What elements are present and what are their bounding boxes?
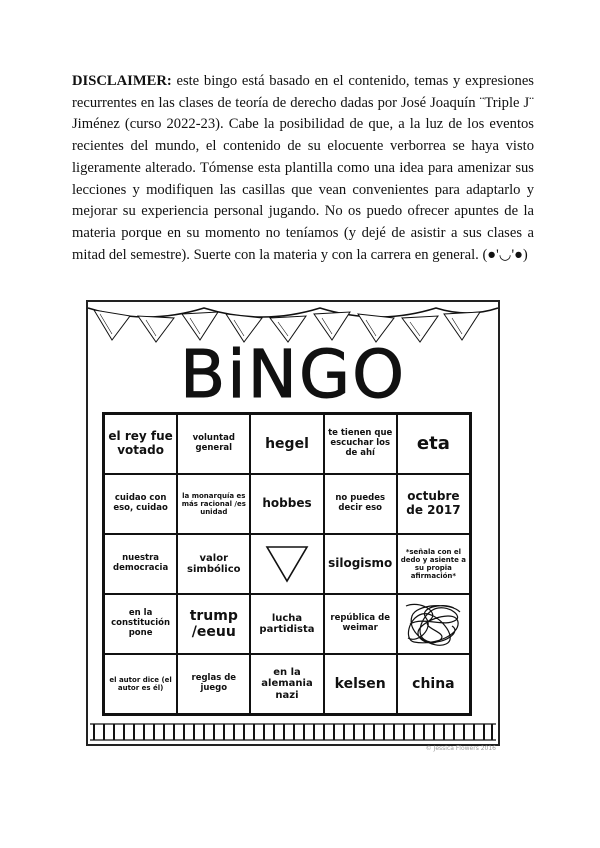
bingo-cell: no puedes decir eso <box>324 474 397 534</box>
scribble-image <box>400 598 466 650</box>
disclaimer-paragraph <box>72 71 534 266</box>
bingo-cell: eta <box>397 414 470 474</box>
bingo-cell: la monarquía es más racional /es unidad <box>177 474 250 534</box>
bingo-cell: hegel <box>250 414 323 474</box>
bingo-card <box>86 300 500 752</box>
bingo-cell: el rey fue votado <box>104 414 177 474</box>
bingo-cell: cuidao con eso, cuidao <box>104 474 177 534</box>
bingo-cell: china <box>397 654 470 714</box>
bingo-cell: en la alemania nazi <box>250 654 323 714</box>
bingo-cell: el autor dice (el autor es él) <box>104 654 177 714</box>
bingo-cell-scribble <box>397 594 470 654</box>
bingo-cell: lucha partidista <box>250 594 323 654</box>
bingo-cell: voluntad general <box>177 414 250 474</box>
bingo-grid <box>102 412 472 716</box>
bingo-cell: trump /eeuu <box>177 594 250 654</box>
bingo-cell: silogismo <box>324 534 397 594</box>
bingo-cell: nuestra democracia <box>104 534 177 594</box>
bingo-cell: hobbes <box>250 474 323 534</box>
disclaimer-text: este bingo está basado en el contenido, temas y expresiones recurrentes en las clases de teoría de derecho dadas por José Joaquín ¨Triple J¨ Jiménez (curso 2022-23). Cabe la posibilidad de que, a la luz de los eventos recientes del mundo, el contenido de su elocuente verborrea se haya visto ligeramente alterado. Tómense esta plantilla como una idea para amenizar sus lecciones y modifiquen las casillas que vean convenientes para adaptarlo y mejorar su experiencia personal jugando. No os puedo ofrecer apuntes de la materia porque en su momento no teníamos (y dejé de asistir a sus clases a mitad del semestre). Suerte con la materia y con la carrera en general. (●'◡'●) <box>72 73 534 263</box>
bingo-cell: república de weimar <box>324 594 397 654</box>
bingo-title: BiNGO <box>179 336 407 413</box>
triangle-icon <box>265 545 309 583</box>
bingo-cell: kelsen <box>324 654 397 714</box>
bingo-cell: *señala con el dedo y asiente a su propia afirmación* <box>397 534 470 594</box>
disclaimer-label: DISCLAIMER: <box>72 73 172 89</box>
credit-text: © Jessica Flowers 2016 <box>425 745 496 752</box>
bingo-cell-free-space <box>250 534 323 594</box>
bingo-cell: octubre de 2017 <box>397 474 470 534</box>
bingo-cell: valor simbólico <box>177 534 250 594</box>
bingo-cell: te tienen que escuchar los de ahí <box>324 414 397 474</box>
bingo-cell: en la constitución pone <box>104 594 177 654</box>
bingo-cell: reglas de juego <box>177 654 250 714</box>
picket-border <box>86 720 500 744</box>
